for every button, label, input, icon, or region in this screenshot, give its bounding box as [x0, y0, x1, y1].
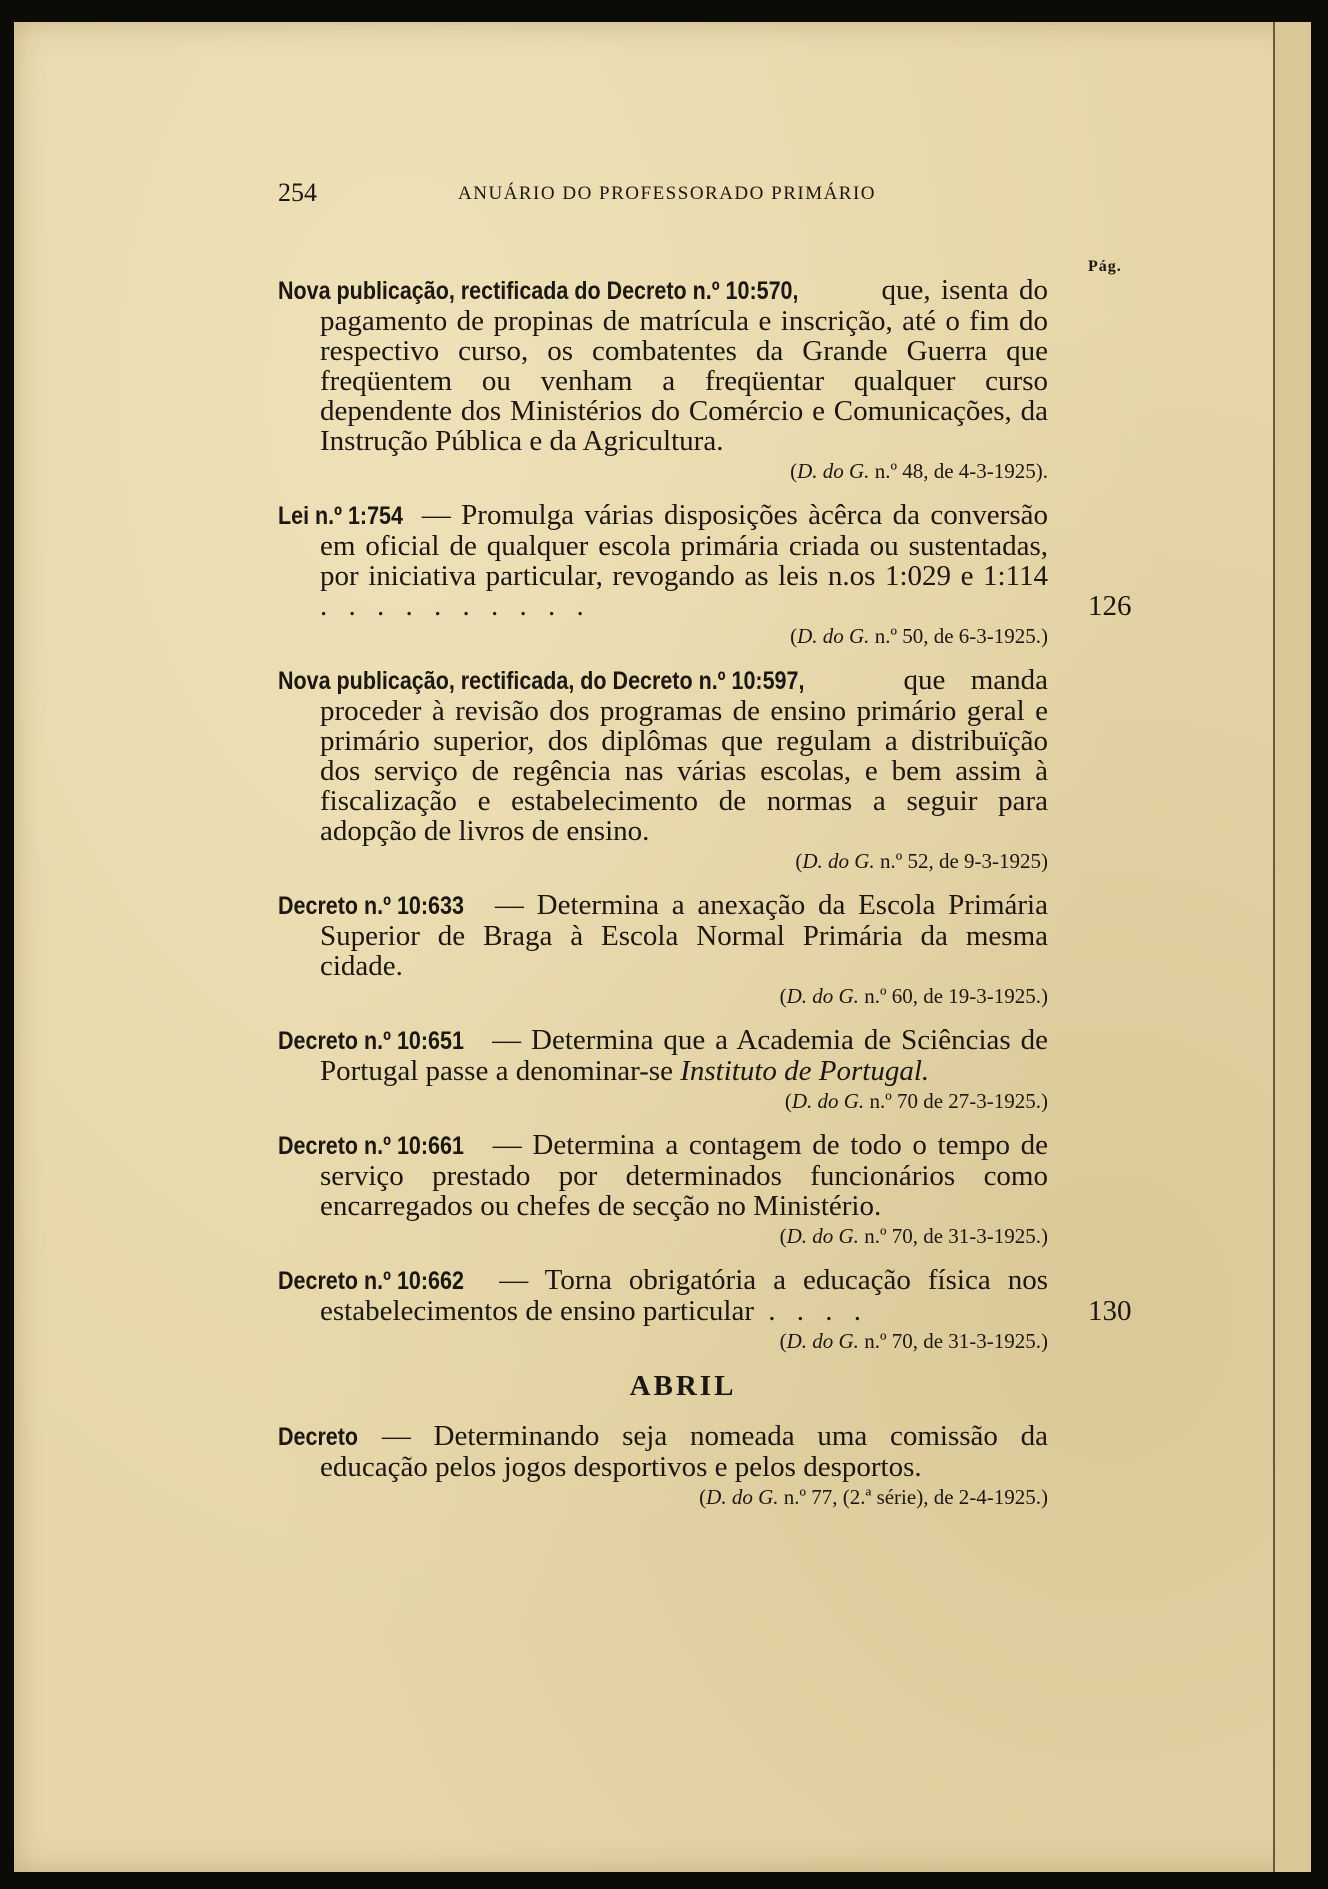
gazette-detail: n.º 70 de 27-3-1925.) — [864, 1089, 1048, 1113]
entry-text — [278, 275, 1048, 456]
pag-column-label: Pág. — [1088, 258, 1122, 275]
ref-open: ( — [795, 849, 803, 873]
gazette-reference — [278, 1484, 1048, 1510]
entry-description: — Determinando seja nomeada uma comissão da educação pelos jogos desportivos e pelos desportos. — [320, 1420, 1048, 1483]
entry-decreto-10570 — [278, 275, 1048, 484]
ref-open: ( — [779, 984, 787, 1008]
gazette-detail: n.º 60, de 19-3-1925.) — [858, 984, 1048, 1008]
page-number: 254 — [278, 178, 317, 207]
gazette-source: D. do G. — [802, 849, 875, 873]
ref-open: ( — [779, 1329, 787, 1353]
gazette-reference — [278, 848, 1048, 874]
gazette-source: D. do G. — [786, 984, 859, 1008]
gazette-detail: n.º 70, de 31-3-1925.) — [858, 1224, 1048, 1248]
ref-open: ( — [699, 1485, 707, 1509]
entry-text — [278, 1421, 1048, 1482]
gazette-source: D. do G. — [786, 1329, 859, 1353]
ref-open: ( — [784, 1089, 792, 1113]
running-head — [278, 178, 1048, 206]
entry-description: — Determina que a Academia de Sciências de Portugal passe a denominar-se — [320, 1024, 1048, 1087]
entry-description: — Torna obrigatória a educação física nos estabelecimentos de ensino particular — [320, 1264, 1048, 1327]
entry-decreto-10651 — [278, 1025, 1048, 1114]
entry-decreto-10661 — [278, 1130, 1048, 1249]
gazette-detail: n.º 70, de 31-3-1925.) — [858, 1329, 1048, 1353]
law-title: Nova publicação, rectificada, do Decreto n.º 10:597, — [278, 667, 805, 695]
ref-open: ( — [790, 459, 798, 483]
law-title: Nova publicação, rectificada do Decreto n.º 10:570, — [278, 277, 799, 305]
entry-decreto-10633 — [278, 890, 1048, 1009]
ref-open: ( — [790, 624, 798, 648]
entry-text — [278, 1130, 1048, 1221]
entry-text — [278, 500, 1048, 621]
gazette-reference — [278, 458, 1048, 484]
law-title: Lei n.º 1:754 — [278, 502, 403, 530]
entry-decreto-10662 — [278, 1264, 1132, 1354]
entry-italic-name: Instituto de Portugal. — [680, 1055, 930, 1087]
leader-dots: . . . . . . . . . . — [320, 590, 591, 622]
gazette-source: D. do G. — [797, 459, 870, 483]
entry-text — [278, 1265, 1048, 1326]
adjacent-page-edge — [1273, 22, 1311, 1872]
entry-description: — Determina a anexação da Escola Primária Superior de Braga à Escola Normal Primária da mesma cidade. — [320, 889, 1048, 982]
entry-description: que manda proceder à revisão dos programas de ensino primário geral e primário superior, dos diplômas que regulam a distribuïção dos serviço de regência nas várias escolas, e bem assim à fiscalização e estabelecimento de normas a seguir para adopção de livros de ensino. — [320, 664, 1048, 847]
gazette-reference — [278, 1328, 1048, 1354]
entry-decreto-10597 — [278, 665, 1048, 874]
page-reference: 126 — [1088, 590, 1132, 622]
entry-text — [278, 1025, 1048, 1086]
gazette-detail: n.º 52, de 9-3-1925) — [874, 849, 1048, 873]
gazette-source: D. do G. — [797, 624, 870, 648]
entry-list — [278, 274, 1132, 1526]
gazette-reference — [278, 1088, 1048, 1114]
section-title-abril: ABRIL — [629, 1370, 737, 1402]
law-title: Decreto n.º 10:661 — [278, 1132, 464, 1160]
gazette-reference — [278, 983, 1048, 1009]
law-title: Decreto n.º 10:662 — [278, 1267, 464, 1295]
leader-dots: . . . . — [754, 1295, 869, 1327]
gazette-reference — [278, 623, 1048, 649]
ref-open: ( — [779, 1224, 787, 1248]
law-title: Decreto n.º 10:651 — [278, 1027, 464, 1055]
entry-description: que, isenta do pagamento de propinas de matrícula e inscrição, até o fim do respectivo curso, os combatentes da Grande Guerra que freqüentem ou venham a freqüentar qualquer curso dependente dos Ministérios do Comércio e Comunicações, da Instrução Pública e da Agricultura. — [320, 274, 1048, 457]
gazette-detail: n.º 48, de 4-3-1925). — [869, 459, 1048, 483]
entry-text — [278, 665, 1048, 846]
gazette-source: D. do G. — [706, 1485, 779, 1509]
entry-text — [278, 890, 1048, 981]
law-title: Decreto — [278, 1423, 359, 1451]
page-reference: 130 — [1088, 1295, 1132, 1327]
gazette-detail: n.º 77, (2.ª série), de 2-4-1925.) — [778, 1485, 1048, 1509]
entry-description: — Promulga várias disposições àcêrca da conversão em oficial de qualquer escola primária criada ou sustentadas, por iniciativa particular, revogando as leis n.os 1:029 e 1:114 — [320, 499, 1048, 592]
gazette-detail: n.º 50, de 6-3-1925.) — [869, 624, 1048, 648]
entry-lei-1754 — [278, 499, 1132, 649]
gazette-source: D. do G. — [791, 1089, 865, 1113]
running-title: ANUÁRIO DO PROFESSORADO PRIMÁRIO — [458, 183, 877, 204]
gazette-source: D. do G. — [786, 1224, 859, 1248]
law-title: Decreto n.º 10:633 — [278, 892, 464, 920]
gazette-reference — [278, 1223, 1048, 1249]
entry-description: — Determina a contagem de todo o tempo de serviço prestado por determinados funcionários como encarregados ou chefes de secção no Ministério. — [320, 1129, 1048, 1222]
entry-decreto-abril — [278, 1421, 1048, 1510]
